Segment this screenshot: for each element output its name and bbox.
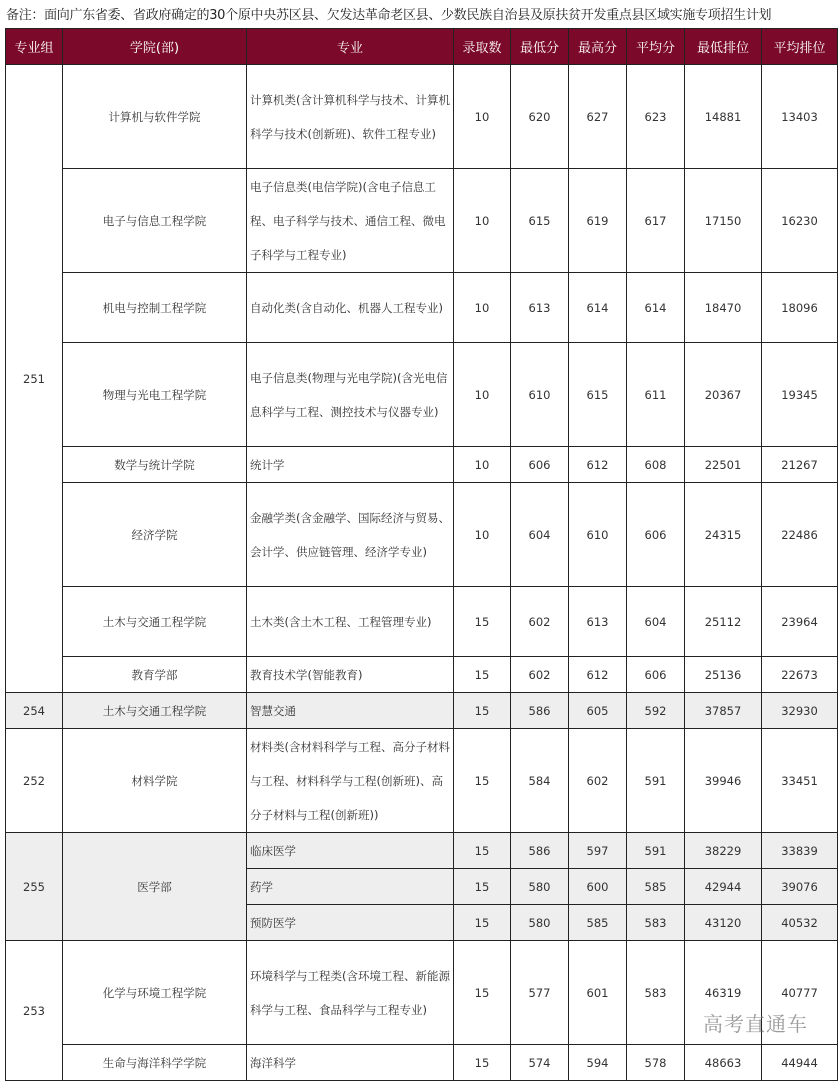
avg-rank-cell: 23964 xyxy=(762,587,838,657)
table-row xyxy=(6,693,838,729)
avg-rank-cell: 32930 xyxy=(762,693,838,729)
avg-rank-cell: 44944 xyxy=(762,1045,838,1081)
max-score-cell: 612 xyxy=(569,447,627,483)
count-cell: 15 xyxy=(454,729,511,833)
avg-rank-cell: 33839 xyxy=(762,833,838,869)
header-avg-score: 平均分 xyxy=(627,29,685,65)
table-row xyxy=(6,729,838,833)
min-score-cell: 586 xyxy=(511,693,569,729)
group-cell: 255 xyxy=(6,833,63,941)
college-cell: 化学与环境工程学院 xyxy=(63,941,247,1045)
major-cell: 预防医学 xyxy=(247,905,454,941)
avg-rank-cell: 18096 xyxy=(762,273,838,343)
header-min-score: 最低分 xyxy=(511,29,569,65)
max-score-cell: 613 xyxy=(569,587,627,657)
min-score-cell: 604 xyxy=(511,483,569,587)
table-row xyxy=(6,65,838,169)
avg-score-cell: 583 xyxy=(627,941,685,1045)
avg-rank-cell: 39076 xyxy=(762,869,838,905)
header-avg-rank: 平均排位 xyxy=(762,29,838,65)
college-cell: 物理与光电工程学院 xyxy=(63,343,247,447)
min-rank-cell: 46319 xyxy=(685,941,762,1045)
avg-score-cell: 606 xyxy=(627,657,685,693)
header-major: 专业 xyxy=(247,29,454,65)
min-score-cell: 613 xyxy=(511,273,569,343)
min-rank-cell: 18470 xyxy=(685,273,762,343)
major-cell: 智慧交通 xyxy=(247,693,454,729)
avg-score-cell: 606 xyxy=(627,483,685,587)
min-rank-cell: 14881 xyxy=(685,65,762,169)
group-cell: 251 xyxy=(6,65,63,693)
college-cell: 数学与统计学院 xyxy=(63,447,247,483)
major-cell: 金融学类(含金融学、国际经济与贸易、会计学、供应链管理、经济学专业) xyxy=(247,483,454,587)
table-row xyxy=(6,343,838,447)
major-cell: 材料类(含材料科学与工程、高分子材料与工程、材料科学与工程(创新班)、高分子材料与工程(创新班)) xyxy=(247,729,454,833)
avg-rank-cell: 21267 xyxy=(762,447,838,483)
avg-rank-cell: 33451 xyxy=(762,729,838,833)
major-cell: 电子信息类(物理与光电学院)(含光电信息科学与工程、测控技术与仪器专业) xyxy=(247,343,454,447)
min-score-cell: 610 xyxy=(511,343,569,447)
count-cell: 15 xyxy=(454,1045,511,1081)
avg-score-cell: 585 xyxy=(627,869,685,905)
min-score-cell: 584 xyxy=(511,729,569,833)
min-score-cell: 606 xyxy=(511,447,569,483)
max-score-cell: 615 xyxy=(569,343,627,447)
avg-score-cell: 623 xyxy=(627,65,685,169)
avg-score-cell: 592 xyxy=(627,693,685,729)
min-rank-cell: 39946 xyxy=(685,729,762,833)
header-min-rank: 最低排位 xyxy=(685,29,762,65)
avg-score-cell: 608 xyxy=(627,447,685,483)
avg-score-cell: 614 xyxy=(627,273,685,343)
max-score-cell: 594 xyxy=(569,1045,627,1081)
max-score-cell: 585 xyxy=(569,905,627,941)
major-cell: 自动化类(含自动化、机器人工程专业) xyxy=(247,273,454,343)
count-cell: 15 xyxy=(454,905,511,941)
max-score-cell: 597 xyxy=(569,833,627,869)
table-note: 备注：面向广东省委、省政府确定的30个原中央苏区县、欠发达革命老区县、少数民族自治县及原扶贫开发重点县区域实施专项招生计划 xyxy=(6,8,772,23)
avg-score-cell: 611 xyxy=(627,343,685,447)
avg-rank-cell: 19345 xyxy=(762,343,838,447)
count-cell: 10 xyxy=(454,65,511,169)
table-row xyxy=(6,657,838,693)
max-score-cell: 601 xyxy=(569,941,627,1045)
count-cell: 10 xyxy=(454,483,511,587)
min-rank-cell: 38229 xyxy=(685,833,762,869)
college-cell: 经济学院 xyxy=(63,483,247,587)
count-cell: 15 xyxy=(454,869,511,905)
table-row xyxy=(6,1045,838,1081)
count-cell: 15 xyxy=(454,941,511,1045)
count-cell: 10 xyxy=(454,273,511,343)
college-cell: 医学部 xyxy=(63,833,247,941)
avg-rank-cell: 16230 xyxy=(762,169,838,273)
max-score-cell: 627 xyxy=(569,65,627,169)
avg-score-cell: 604 xyxy=(627,587,685,657)
college-cell: 土木与交通工程学院 xyxy=(63,693,247,729)
major-cell: 海洋科学 xyxy=(247,1045,454,1081)
college-cell: 材料学院 xyxy=(63,729,247,833)
header-group: 专业组 xyxy=(6,29,63,65)
max-score-cell: 619 xyxy=(569,169,627,273)
min-score-cell: 586 xyxy=(511,833,569,869)
min-rank-cell: 25136 xyxy=(685,657,762,693)
min-score-cell: 574 xyxy=(511,1045,569,1081)
major-cell: 统计学 xyxy=(247,447,454,483)
avg-score-cell: 583 xyxy=(627,905,685,941)
group-cell: 254 xyxy=(6,693,63,729)
major-cell: 药学 xyxy=(247,869,454,905)
count-cell: 15 xyxy=(454,693,511,729)
count-cell: 10 xyxy=(454,343,511,447)
header-count: 录取数 xyxy=(454,29,511,65)
college-cell: 教育学部 xyxy=(63,657,247,693)
college-cell: 土木与交通工程学院 xyxy=(63,587,247,657)
min-rank-cell: 42944 xyxy=(685,869,762,905)
major-cell: 临床医学 xyxy=(247,833,454,869)
min-score-cell: 602 xyxy=(511,657,569,693)
table-row xyxy=(6,483,838,587)
min-score-cell: 577 xyxy=(511,941,569,1045)
avg-rank-cell: 40777 xyxy=(762,941,838,1045)
count-cell: 15 xyxy=(454,587,511,657)
count-cell: 15 xyxy=(454,657,511,693)
watermark: 高考直通车 xyxy=(703,1012,808,1036)
header-max-score: 最高分 xyxy=(569,29,627,65)
table-row xyxy=(6,447,838,483)
min-rank-cell: 37857 xyxy=(685,693,762,729)
min-score-cell: 620 xyxy=(511,65,569,169)
table-row xyxy=(6,587,838,657)
min-rank-cell: 43120 xyxy=(685,905,762,941)
major-cell: 电子信息类(电信学院)(含电子信息工程、电子科学与技术、通信工程、微电子科学与工程专业) xyxy=(247,169,454,273)
avg-score-cell: 617 xyxy=(627,169,685,273)
count-cell: 10 xyxy=(454,169,511,273)
table-row xyxy=(6,833,838,869)
avg-score-cell: 591 xyxy=(627,729,685,833)
max-score-cell: 612 xyxy=(569,657,627,693)
major-cell: 教育技术学(智能教育) xyxy=(247,657,454,693)
avg-score-cell: 578 xyxy=(627,1045,685,1081)
min-rank-cell: 17150 xyxy=(685,169,762,273)
min-rank-cell: 20367 xyxy=(685,343,762,447)
count-cell: 10 xyxy=(454,447,511,483)
group-cell: 252 xyxy=(6,729,63,833)
table-row xyxy=(6,273,838,343)
min-rank-cell: 22501 xyxy=(685,447,762,483)
table-row xyxy=(6,169,838,273)
table-header-row xyxy=(6,29,838,65)
avg-rank-cell: 22486 xyxy=(762,483,838,587)
avg-rank-cell: 13403 xyxy=(762,65,838,169)
college-cell: 计算机与软件学院 xyxy=(63,65,247,169)
max-score-cell: 605 xyxy=(569,693,627,729)
min-score-cell: 580 xyxy=(511,869,569,905)
header-college: 学院(部) xyxy=(63,29,247,65)
college-cell: 电子与信息工程学院 xyxy=(63,169,247,273)
min-rank-cell: 24315 xyxy=(685,483,762,587)
major-cell: 计算机类(含计算机科学与技术、计算机科学与技术(创新班)、软件工程专业) xyxy=(247,65,454,169)
college-cell: 生命与海洋科学学院 xyxy=(63,1045,247,1081)
min-score-cell: 615 xyxy=(511,169,569,273)
min-score-cell: 602 xyxy=(511,587,569,657)
min-rank-cell: 48663 xyxy=(685,1045,762,1081)
avg-rank-cell: 40532 xyxy=(762,905,838,941)
group-cell: 253 xyxy=(6,941,63,1081)
max-score-cell: 602 xyxy=(569,729,627,833)
max-score-cell: 614 xyxy=(569,273,627,343)
min-rank-cell: 25112 xyxy=(685,587,762,657)
college-cell: 机电与控制工程学院 xyxy=(63,273,247,343)
max-score-cell: 600 xyxy=(569,869,627,905)
min-score-cell: 580 xyxy=(511,905,569,941)
major-cell: 环境科学与工程类(含环境工程、新能源科学与工程、食品科学与工程专业) xyxy=(247,941,454,1045)
avg-rank-cell: 22673 xyxy=(762,657,838,693)
count-cell: 15 xyxy=(454,833,511,869)
max-score-cell: 610 xyxy=(569,483,627,587)
major-cell: 土木类(含土木工程、工程管理专业) xyxy=(247,587,454,657)
admission-table xyxy=(5,28,838,1081)
avg-score-cell: 591 xyxy=(627,833,685,869)
